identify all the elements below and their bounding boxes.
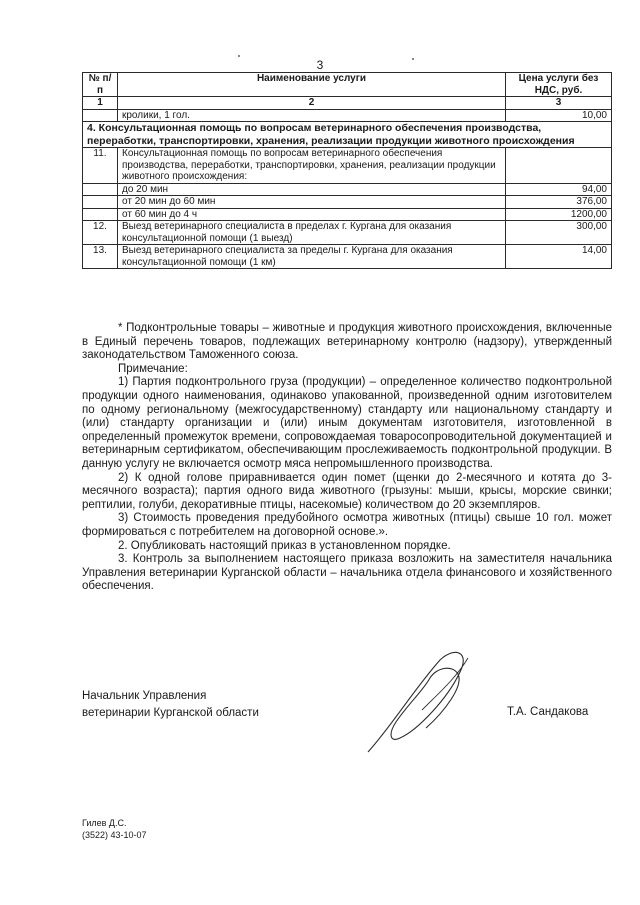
note-item-1: 1) Партия подконтрольного груза (продукции) – определенное количество подконтрольной продукции одного наименования, одинаково упакованной, произведенной одним изготовителем по одному региональному (межгосударственному) стандарту или национальному стандарту и (или) стандарту организации и (или) иным документам изготовителя, изготовленной в определенный промежуток времени, сопровождаемая товаросопроводительной документацией и ветеринарным сертификатом, обеспечивающим прослеживаемость подконтрольной продукции. В данную услугу не включается осмотр мяса непромышленного производства. [82,376,612,470]
notes-block [82,322,612,594]
signatory-position-line2: ветеринарии Курганской области [82,707,259,719]
table-header-row [83,73,612,97]
service-name: от 60 мин до 4 ч [118,208,506,221]
index-col-1: 1 [83,97,118,110]
row-number [83,196,118,209]
service-name: Консультационная помощь по вопросам ветеринарного обеспечения производства, переработки, транспортировки, хранения, реализации продукции животного происхождения: [118,148,506,184]
signatory-position-line1: Начальник Управления [82,690,207,702]
note-item-3: 3) Стоимость проведения предубойного осмотра животных (птицы) свыше 10 гол. может формироваться с потребителем на договорной основе.». [82,512,612,538]
service-name: до 20 мин [118,183,506,196]
service-price: 1200,00 [506,208,612,221]
executor-phone: (3522) 43-10-07 [82,829,147,840]
header-num: № п/п [83,73,118,97]
table-row [83,148,612,184]
table-index-row [83,97,612,110]
table-row [83,196,612,209]
row-number: 13. [83,245,118,269]
executor-name: Гилев Д.С. [82,818,127,828]
service-name: Выезд ветеринарного специалиста в пределах г. Кургана для оказания консультационной помощи (1 выезд) [118,221,506,245]
handwritten-signature [360,648,500,758]
header-name: Наименование услуги [118,73,506,97]
index-col-3: 3 [506,97,612,110]
table-row [83,122,612,148]
service-price: 376,00 [506,196,612,209]
scan-speck [412,58,414,60]
row-number: 11. [83,148,118,184]
service-name: от 20 мин до 60 мин [118,196,506,209]
service-price [506,148,612,184]
service-name: Выезд ветеринарного специалиста за пределы г. Кургана для оказания консультационной помощи (1 км) [118,245,506,269]
index-col-2: 2 [118,97,506,110]
services-price-table [82,72,612,269]
header-price: Цена услуги без НДС, руб. [506,73,612,97]
table-row [83,208,612,221]
order-clause-3: 3. Контроль за выполнением настоящего приказа возложить на заместителя начальника Управления ветеринарии Курганской области – начальника отдела финансового и хозяйственного обеспечения. [82,553,612,593]
table-row [83,221,612,245]
row-number: 12. [83,221,118,245]
section-heading: 4. Консультационная помощь по вопросам ветеринарного обеспечения производства, переработки, транспортировки, хранения, реализации продукции животного происхождения [83,122,612,148]
service-price: 300,00 [506,221,612,245]
note-heading: Примечание: [118,362,188,375]
table-row [83,109,612,122]
signatory-name: Т.А. Сандакова [507,706,589,718]
service-price: 10,00 [506,109,612,122]
service-price: 94,00 [506,183,612,196]
signatory-position [82,688,259,722]
page-number: 3 [316,58,324,72]
row-number [83,183,118,196]
order-clause-2: 2. Опубликовать настоящий приказ в установленном порядке. [118,539,451,552]
row-number [83,208,118,221]
footnote-paragraph: * Подконтрольные товары – животные и продукция животного происхождения, включенные в Единый перечень товаров, подлежащих ветеринарному контролю (надзору), утвержденный законодательством Таможенного союза. [82,322,612,362]
service-name: кролики, 1 гол. [118,109,506,122]
table-row [83,183,612,196]
scan-speck [238,55,240,57]
note-item-2: 2) К одной голове приравнивается один помет (щенки до 2-месячного и котята до 3-месячного возраста); партия одного вида животного (грызуны: мыши, крысы, морские свинки; рептилии, голуби, декоративные птицы, насекомые) количеством до 20 экземпляров. [82,471,612,511]
executor-info [82,818,147,841]
row-number [83,109,118,122]
table-row [83,245,612,269]
service-price: 14,00 [506,245,612,269]
